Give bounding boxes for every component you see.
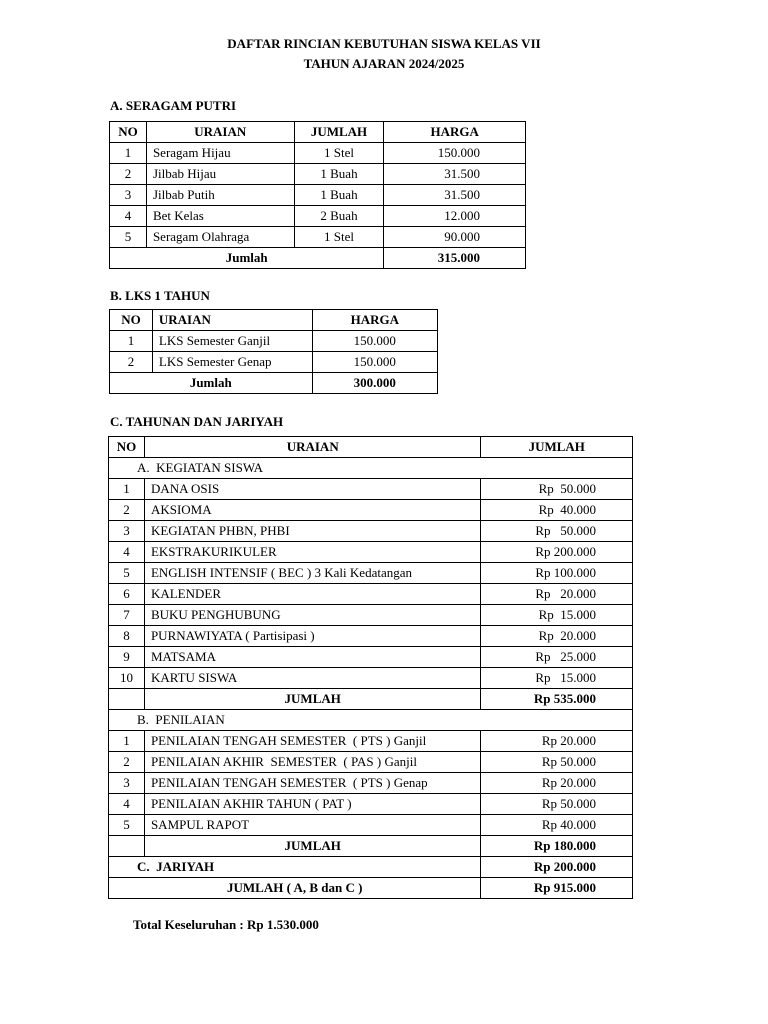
section-a-heading: A. SERAGAM PUTRI [110, 98, 237, 113]
row-item: MATSAMA [144, 647, 481, 668]
table-row [110, 227, 526, 248]
document-subtitle: TAHUN AJARAN 2024/2025 [303, 56, 465, 71]
subtotal-value: Rp 180.000 [481, 836, 633, 857]
total-keseluruhan: Total Keseluruhan : Rp 1.530.000 [133, 917, 319, 932]
row-number: 2 [110, 352, 153, 373]
row-quantity: 2 Buah [294, 206, 384, 227]
total-label: Jumlah [110, 373, 313, 394]
row-number: 2 [109, 752, 145, 773]
grand-total-value: Rp 915.000 [481, 878, 633, 899]
row-price: 150.000 [384, 143, 526, 164]
jariyah-value: Rp 200.000 [481, 857, 633, 878]
column-header: URAIAN [146, 122, 294, 143]
row-number: 1 [110, 331, 153, 352]
row-quantity: 1 Buah [294, 164, 384, 185]
column-header: JUMLAH [481, 437, 633, 458]
table-row [109, 542, 633, 563]
row-item: PENILAIAN TENGAH SEMESTER ( PTS ) Genap [144, 773, 481, 794]
subsection-row [109, 710, 633, 731]
grand-total-row [109, 878, 633, 899]
column-header: JUMLAH [294, 122, 384, 143]
row-number: 2 [109, 500, 145, 521]
column-header: NO [110, 310, 153, 331]
row-item: PENILAIAN AKHIR TAHUN ( PAT ) [144, 794, 481, 815]
column-header: NO [109, 437, 145, 458]
table-row [109, 731, 633, 752]
column-header: URAIAN [152, 310, 312, 331]
row-amount: Rp 50.000 [481, 521, 633, 542]
row-item: Seragam Olahraga [146, 227, 294, 248]
subtotal-value: Rp 535.000 [481, 689, 633, 710]
row-number: 8 [109, 626, 145, 647]
row-price: 90.000 [384, 227, 526, 248]
row-amount: Rp 50.000 [481, 479, 633, 500]
subsection-label: A. KEGIATAN SISWA [109, 458, 633, 479]
row-amount: Rp 15.000 [481, 605, 633, 626]
row-amount: Rp 15.000 [481, 668, 633, 689]
row-item: Jilbab Hijau [146, 164, 294, 185]
row-quantity: 1 Stel [294, 143, 384, 164]
table-header-row [110, 122, 526, 143]
table-header-row [109, 437, 633, 458]
row-item: PURNAWIYATA ( Partisipasi ) [144, 626, 481, 647]
row-number: 7 [109, 605, 145, 626]
document-title: DAFTAR RINCIAN KEBUTUHAN SISWA KELAS VII [227, 36, 541, 51]
row-price: 12.000 [384, 206, 526, 227]
row-item: Seragam Hijau [146, 143, 294, 164]
table-total-row [110, 248, 526, 269]
row-amount: Rp 100.000 [481, 563, 633, 584]
row-number: 1 [109, 479, 145, 500]
table-row [110, 206, 526, 227]
table-row [109, 584, 633, 605]
table-row [109, 626, 633, 647]
table-row [110, 143, 526, 164]
table-row [110, 352, 438, 373]
table-row [109, 479, 633, 500]
row-item: DANA OSIS [144, 479, 481, 500]
row-number: 5 [109, 815, 145, 836]
column-header: NO [110, 122, 147, 143]
tahunan-table [108, 436, 633, 899]
table-row [110, 331, 438, 352]
row-item: ENGLISH INTENSIF ( BEC ) 3 Kali Kedatangan [144, 563, 481, 584]
table-row [109, 563, 633, 584]
row-item: Jilbab Putih [146, 185, 294, 206]
row-number: 1 [109, 731, 145, 752]
row-number: 9 [109, 647, 145, 668]
column-header: URAIAN [144, 437, 481, 458]
table-row [109, 752, 633, 773]
row-number: 5 [110, 227, 147, 248]
row-quantity: 1 Stel [294, 227, 384, 248]
subsection-row [109, 458, 633, 479]
row-item: EKSTRAKURIKULER [144, 542, 481, 563]
row-number: 3 [110, 185, 147, 206]
section-b-heading: B. LKS 1 TAHUN [110, 288, 210, 303]
row-number: 1 [110, 143, 147, 164]
row-number: 6 [109, 584, 145, 605]
subsection-label: B. PENILAIAN [109, 710, 633, 731]
subtotal-label: JUMLAH [144, 836, 481, 857]
table-row [109, 521, 633, 542]
row-amount: Rp 20.000 [481, 731, 633, 752]
row-amount: Rp 25.000 [481, 647, 633, 668]
row-item: KEGIATAN PHBN, PHBI [144, 521, 481, 542]
jariyah-label: C. JARIYAH [109, 857, 481, 878]
row-item: KARTU SISWA [144, 668, 481, 689]
table-row [109, 773, 633, 794]
row-item: BUKU PENGHUBUNG [144, 605, 481, 626]
row-number: 4 [109, 794, 145, 815]
row-number: 3 [109, 773, 145, 794]
table-total-row [110, 373, 438, 394]
table-header-row [110, 310, 438, 331]
section-c-heading: C. TAHUNAN DAN JARIYAH [110, 414, 284, 429]
total-value: 300.000 [312, 373, 437, 394]
subtotal-row [109, 836, 633, 857]
jariyah-row [109, 857, 633, 878]
row-amount: Rp 50.000 [481, 752, 633, 773]
total-label: Jumlah [110, 248, 384, 269]
lks-table [109, 309, 438, 394]
column-header: HARGA [384, 122, 526, 143]
row-price: 31.500 [384, 164, 526, 185]
column-header: HARGA [312, 310, 437, 331]
table-row [109, 647, 633, 668]
row-number: 3 [109, 521, 145, 542]
row-item: SAMPUL RAPOT [144, 815, 481, 836]
row-price: 150.000 [312, 352, 437, 373]
row-item: LKS Semester Genap [152, 352, 312, 373]
table-row [109, 605, 633, 626]
row-item: Bet Kelas [146, 206, 294, 227]
row-amount: Rp 200.000 [481, 542, 633, 563]
table-row [109, 668, 633, 689]
row-item: PENILAIAN AKHIR SEMESTER ( PAS ) Ganjil [144, 752, 481, 773]
row-quantity: 1 Buah [294, 185, 384, 206]
row-number: 5 [109, 563, 145, 584]
table-row [109, 815, 633, 836]
row-item: LKS Semester Ganjil [152, 331, 312, 352]
row-number: 4 [109, 542, 145, 563]
subtotal-row [109, 689, 633, 710]
row-item: AKSIOMA [144, 500, 481, 521]
row-price: 150.000 [312, 331, 437, 352]
grand-total-label: JUMLAH ( A, B dan C ) [109, 878, 481, 899]
table-row [109, 794, 633, 815]
empty-cell [109, 689, 145, 710]
row-item: PENILAIAN TENGAH SEMESTER ( PTS ) Ganjil [144, 731, 481, 752]
seragam-table [109, 121, 526, 269]
row-number: 10 [109, 668, 145, 689]
subtotal-label: JUMLAH [144, 689, 481, 710]
row-number: 2 [110, 164, 147, 185]
row-amount: Rp 20.000 [481, 773, 633, 794]
total-value: 315.000 [384, 248, 526, 269]
table-row [109, 500, 633, 521]
empty-cell [109, 836, 145, 857]
row-amount: Rp 20.000 [481, 584, 633, 605]
row-amount: Rp 50.000 [481, 794, 633, 815]
row-item: KALENDER [144, 584, 481, 605]
row-amount: Rp 40.000 [481, 500, 633, 521]
table-row [110, 185, 526, 206]
row-price: 31.500 [384, 185, 526, 206]
row-number: 4 [110, 206, 147, 227]
table-row [110, 164, 526, 185]
row-amount: Rp 40.000 [481, 815, 633, 836]
row-amount: Rp 20.000 [481, 626, 633, 647]
